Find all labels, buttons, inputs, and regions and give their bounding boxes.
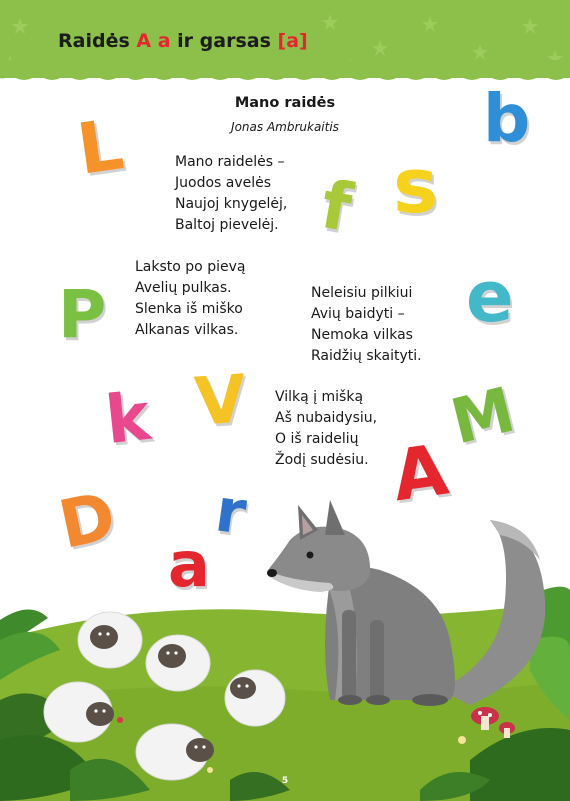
poem-title: Mano raidės — [234, 95, 336, 111]
poem-line: O iš raidelių — [275, 431, 359, 447]
meadow-illustration — [0, 470, 570, 801]
letter-m: M — [443, 372, 522, 459]
letter-b: b — [483, 80, 531, 157]
poem-line: Naujoj knygelėj, — [175, 196, 288, 212]
letter-l: L — [72, 103, 129, 191]
letter-e: e — [466, 256, 514, 338]
poem-line: Nemoka vilkas — [311, 327, 413, 343]
sheep — [225, 670, 285, 726]
page-title — [58, 30, 308, 52]
poem-line: Laksto po pievą — [135, 259, 246, 275]
stanza-1 — [175, 152, 287, 236]
letter-k: k — [102, 377, 154, 460]
poem-line: Slenka iš miško — [135, 301, 243, 317]
letter-d: D — [52, 477, 123, 564]
poem-line: Avelių pulkas. — [135, 280, 232, 296]
poem-line: Vilką į mišką — [275, 389, 364, 405]
poem-line: Raidžių skaityti. — [311, 348, 422, 364]
poem-line: Neleisiu pilkiui — [311, 285, 413, 301]
stanza-4 — [275, 387, 377, 471]
title-letters: A a — [136, 30, 171, 52]
title-middle: ir garsas — [177, 30, 271, 52]
stanza-2 — [135, 257, 245, 341]
page-number: 5 — [281, 776, 289, 786]
poem-line: Mano raidelės – — [175, 154, 285, 170]
poem-line: Juodos avelės — [175, 175, 272, 191]
sheep — [78, 612, 142, 668]
letter-a-upper: A — [387, 428, 453, 518]
sheep — [146, 635, 210, 691]
poem-line: Aš nubaidysiu, — [275, 410, 378, 426]
letter-p: P — [58, 276, 107, 353]
letter-a-lower: a — [168, 528, 210, 601]
letter-r: r — [211, 475, 251, 549]
stanza-3 — [311, 283, 422, 367]
poem-line: Žodį sudėsiu. — [275, 452, 369, 468]
title-sound: [a] — [277, 30, 308, 52]
letter-s: s — [393, 141, 439, 230]
letter-v: V — [192, 360, 249, 441]
poem-line: Baltoj pievelėj. — [175, 217, 279, 233]
poem-line: Alkanas vilkas. — [135, 322, 239, 338]
title-prefix: Raidės — [58, 30, 130, 52]
poem-author: Jonas Ambrukaitis — [231, 120, 339, 134]
poem-line: Avių baidyti – — [311, 306, 405, 322]
letter-f: f — [315, 166, 358, 247]
